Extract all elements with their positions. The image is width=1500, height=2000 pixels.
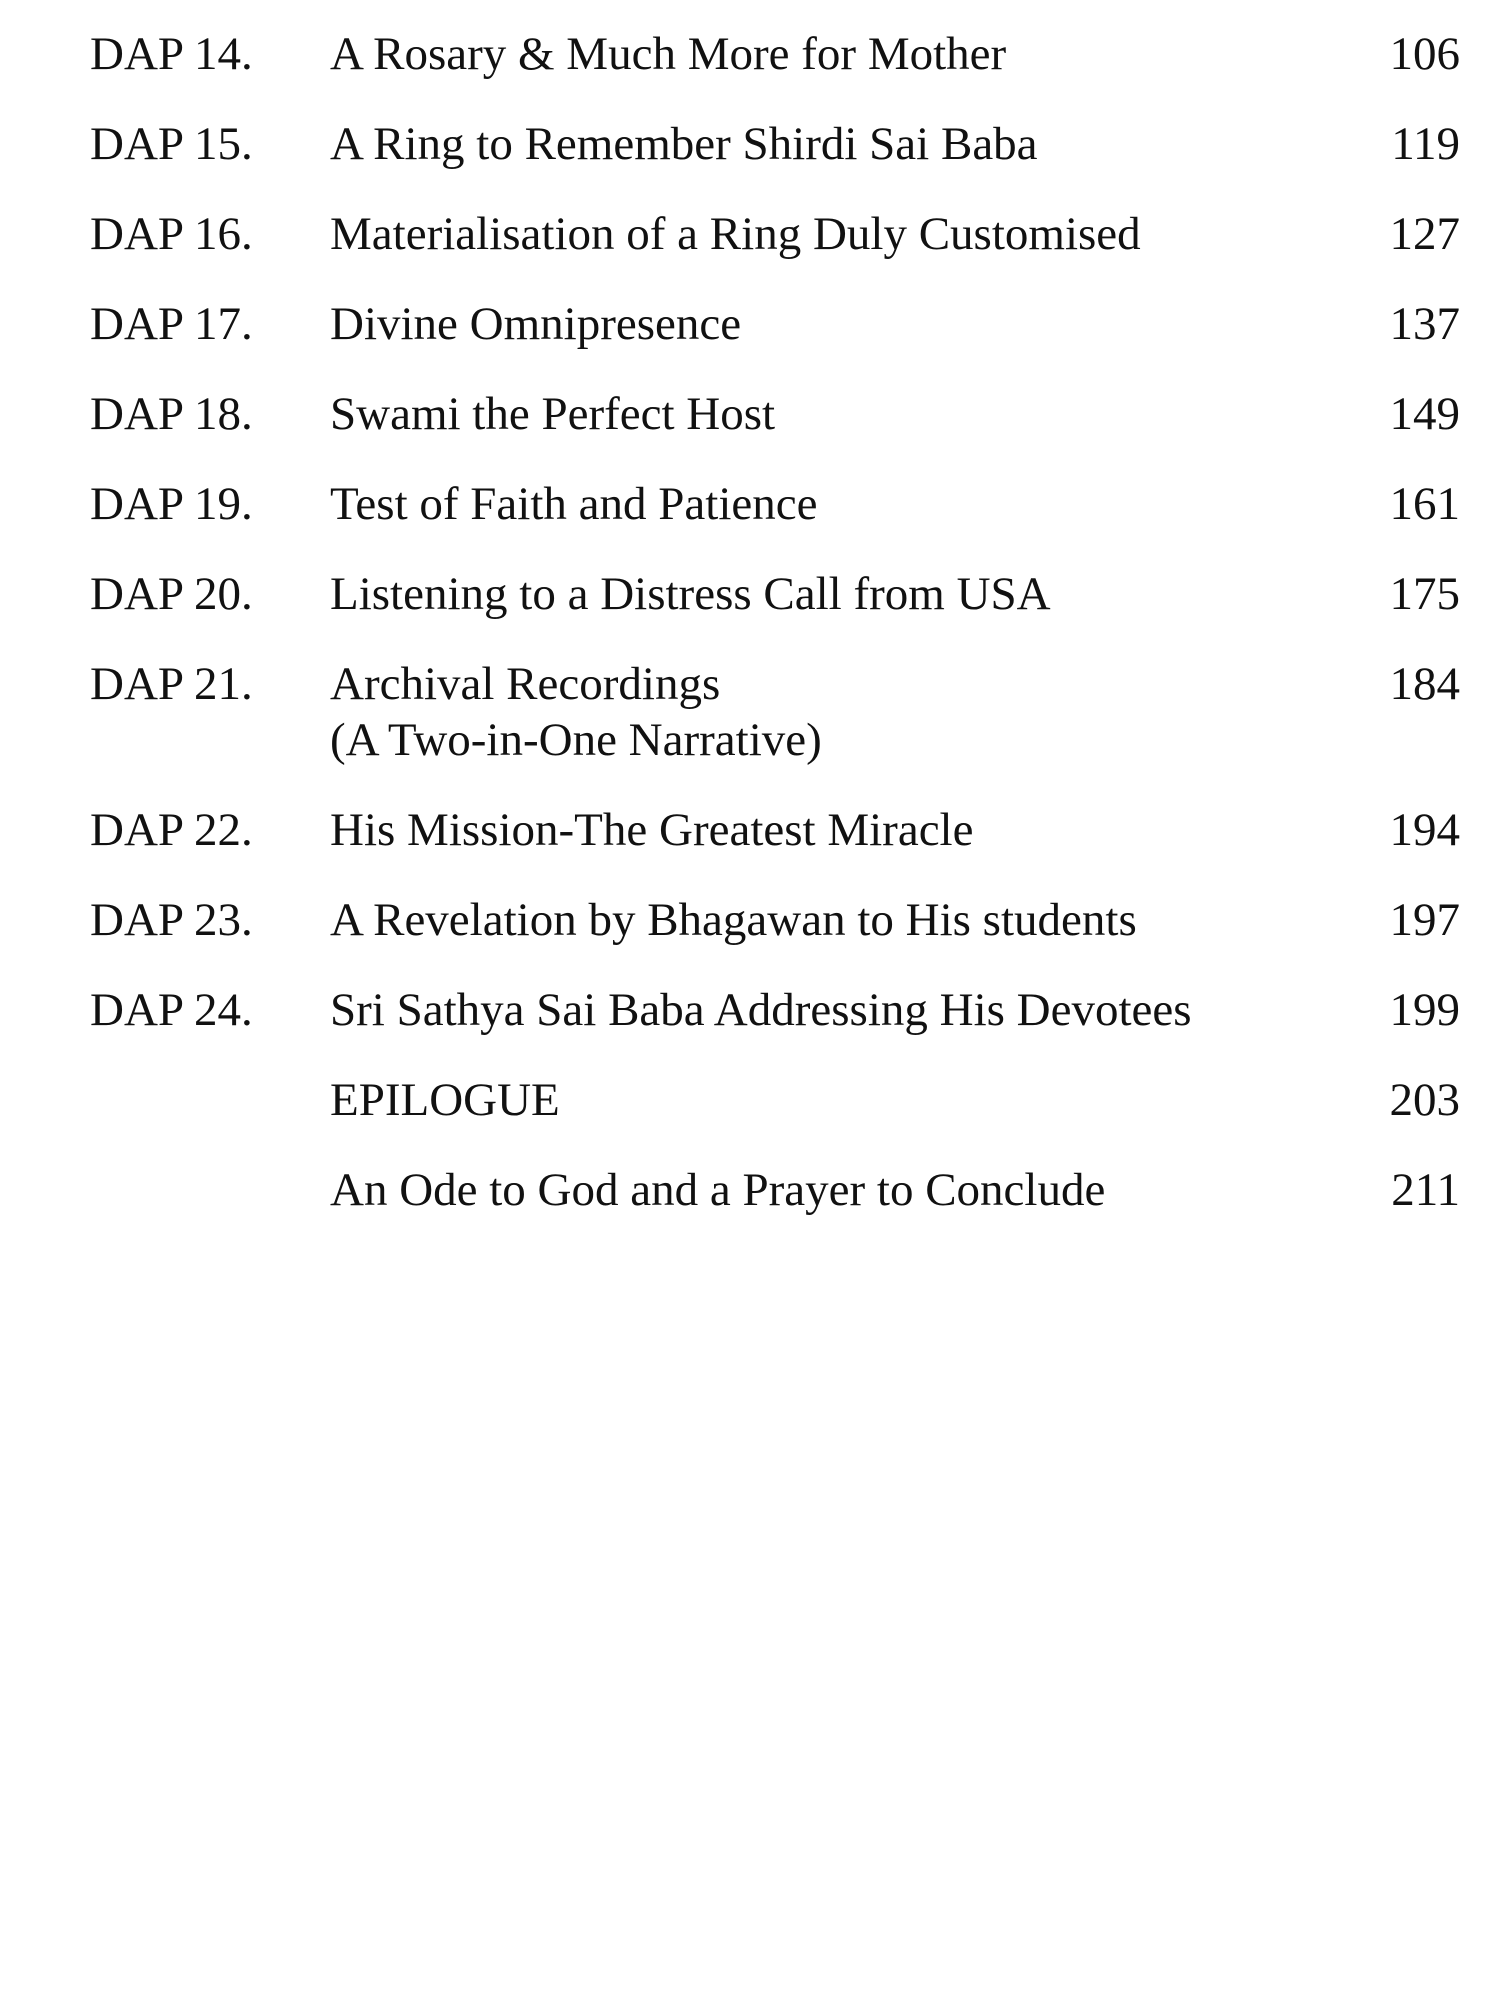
- entry-title: A Rosary & Much More for Mother: [330, 28, 1007, 80]
- entry-title-line: Archival Recordings: [330, 658, 721, 710]
- entry-page-number: 106: [1389, 28, 1460, 80]
- entry-page-number: 194: [1389, 804, 1460, 856]
- toc-entry[interactable]: [90, 116, 1460, 172]
- toc-entry[interactable]: [90, 892, 1460, 948]
- entry-title: Materialisation of a Ring Duly Customised: [330, 208, 1141, 260]
- entry-page-number: 184: [1389, 658, 1460, 710]
- entry-title: Test of Faith and Patience: [330, 478, 818, 530]
- entry-page-number: 211: [1391, 1164, 1460, 1216]
- toc-entry[interactable]: [90, 26, 1460, 82]
- toc-entry[interactable]: [90, 566, 1460, 622]
- entry-title: His Mission-The Greatest Miracle: [330, 804, 974, 856]
- entry-number: DAP 14.: [90, 28, 253, 80]
- entry-page-number: 197: [1389, 894, 1460, 946]
- toc-entry[interactable]: [90, 1162, 1460, 1218]
- toc-entry[interactable]: [90, 982, 1460, 1038]
- entry-page-number: 149: [1389, 388, 1460, 440]
- entry-page-number: 127: [1389, 208, 1460, 260]
- entry-title: [330, 656, 1360, 768]
- entry-title: A Revelation by Bhagawan to His students: [330, 894, 1137, 946]
- toc-entry[interactable]: [90, 386, 1460, 442]
- entry-number: DAP 20.: [90, 568, 253, 620]
- toc-entry[interactable]: [90, 476, 1460, 532]
- entry-number: DAP 23.: [90, 894, 253, 946]
- toc-entry[interactable]: [90, 656, 1460, 768]
- entry-number: DAP 15.: [90, 118, 253, 170]
- entry-title: Swami the Perfect Host: [330, 388, 776, 440]
- entry-number: DAP 16.: [90, 208, 253, 260]
- entry-number: DAP 18.: [90, 388, 253, 440]
- entry-number: DAP 17.: [90, 298, 253, 350]
- toc-entry[interactable]: [90, 206, 1460, 262]
- table-of-contents: [90, 26, 1460, 1252]
- entry-title: Listening to a Distress Call from USA: [330, 568, 1051, 620]
- entry-page-number: 119: [1391, 118, 1460, 170]
- entry-number: DAP 24.: [90, 984, 253, 1036]
- toc-entry[interactable]: [90, 1072, 1460, 1128]
- entry-number: DAP 19.: [90, 478, 253, 530]
- entry-title: EPILOGUE: [330, 1074, 560, 1126]
- entry-page-number: 199: [1389, 984, 1460, 1036]
- entry-title: A Ring to Remember Shirdi Sai Baba: [330, 118, 1038, 170]
- entry-number: DAP 22.: [90, 804, 253, 856]
- entry-page-number: 203: [1389, 1074, 1460, 1126]
- entry-page-number: 175: [1389, 568, 1460, 620]
- entry-subtitle: (A Two-in-One Narrative): [330, 714, 822, 766]
- entry-number: DAP 21.: [90, 658, 253, 710]
- entry-title: Divine Omnipresence: [330, 298, 742, 350]
- entry-title: Sri Sathya Sai Baba Addressing His Devotees: [330, 984, 1192, 1036]
- toc-entry[interactable]: [90, 296, 1460, 352]
- entry-title: An Ode to God and a Prayer to Conclude: [330, 1164, 1106, 1216]
- entry-page-number: 137: [1389, 298, 1460, 350]
- toc-entry[interactable]: [90, 802, 1460, 858]
- entry-page-number: 161: [1389, 478, 1460, 530]
